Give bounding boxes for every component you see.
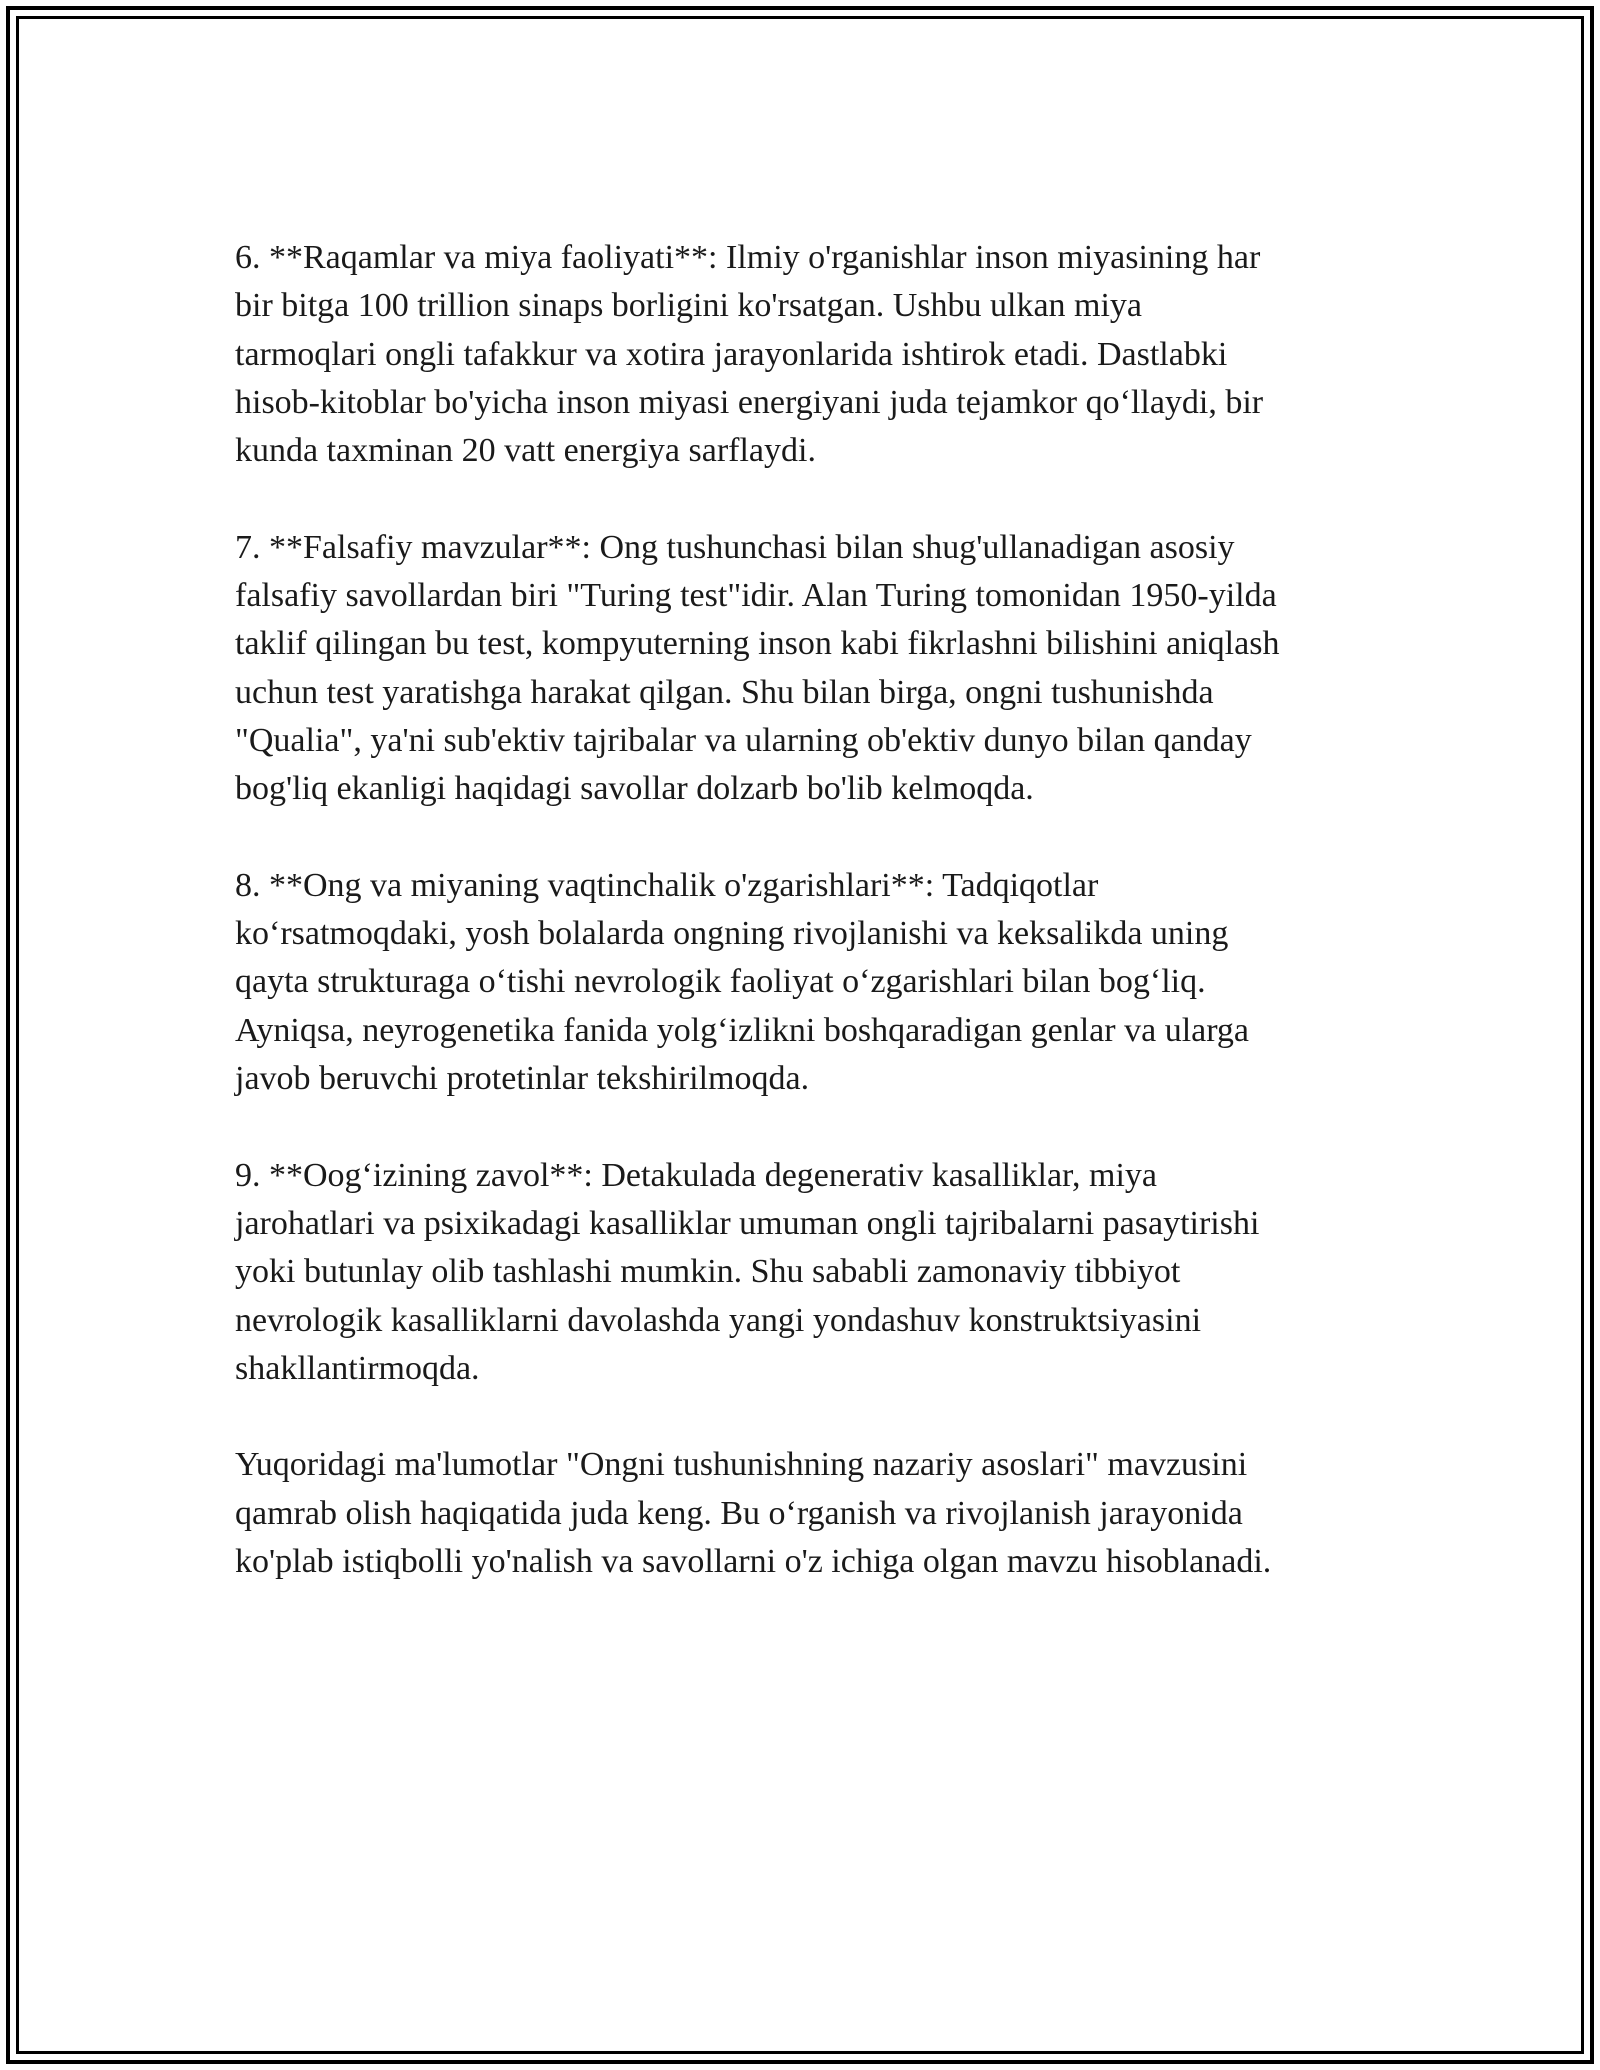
paragraph-9: 9. **Oog‘izining zavol**: Detakulada degenerativ kasalliklar, miya jarohatlari va psixikadagi kasalliklar umuman ongli tajribalarni pasaytirishi yoki butunlay olib tashlashi mumkin. Shu sababli zamonaviy tibbiyot nevrologik kasalliklarni davolashda yangi yondashuv konstruktsiyasini shakllantirmoqda. xyxy=(235,1156,1260,1387)
document-body xyxy=(235,234,1385,1635)
paragraph-6: 6. **Raqamlar va miya faoliyati**: Ilmiy o'rganishlar inson miyasining har bir bitga 100 trillion sinaps borligini ko'rsatgan. Ushbu ulkan miya tarmoqlari ongli tafakkur va xotira jarayonlarida ishtirok etadi. Dastlabki hisob-kitoblar bo'yicha inson miyasi energiyani juda tejamkor qo‘llaydi, bir kunda taxminan 20 vatt energiya sarflaydi. xyxy=(235,239,1264,470)
paragraph-8: 8. **Ong va miyaning vaqtinchalik o'zgarishlari**: Tadqiqotlar ko‘rsatmoqdaki, yosh bolalarda ongning rivojlanishi va keksalikda uning qayta strukturaga o‘tishi nevrologik faoliyat o‘zgarishlari bilan bog‘liq. Ayniqsa, neyrogenetika fanida yolg‘izlikni boshqaradigan genlar va ularga javob beruvchi protetinlar tekshirilmoqda. xyxy=(235,866,1250,1098)
paragraph-conclusion: Yuqoridagi ma'lumotlar "Ongni tushunishning nazariy asoslari" mavzusini qamrab olish haqiqatida juda keng. Bu o‘rganish va rivojlanish jarayonida ko'plab istiqbolli yo'nalish va savollarni o'z ichiga olgan mavzu hisoblanadi. xyxy=(235,1446,1272,1581)
paragraph-7: 7. **Falsafiy mavzular**: Ong tushunchasi bilan shug'ullanadigan asosiy falsafiy savollardan biri "Turing test"idir. Alan Turing tomonidan 1950-yilda taklif qilingan bu test, kompyuterning inson kabi fikrlashni bilishini aniqlash uchun test yaratishga harakat qilgan. Shu bilan birga, ongni tushunishda "Qualia", ya'ni sub'ektiv tajribalar va ularning ob'ektiv dunyo bilan qanday bog'liq ekanligi haqidagi savollar dolzarb bo'lib kelmoqda. xyxy=(235,528,1280,808)
